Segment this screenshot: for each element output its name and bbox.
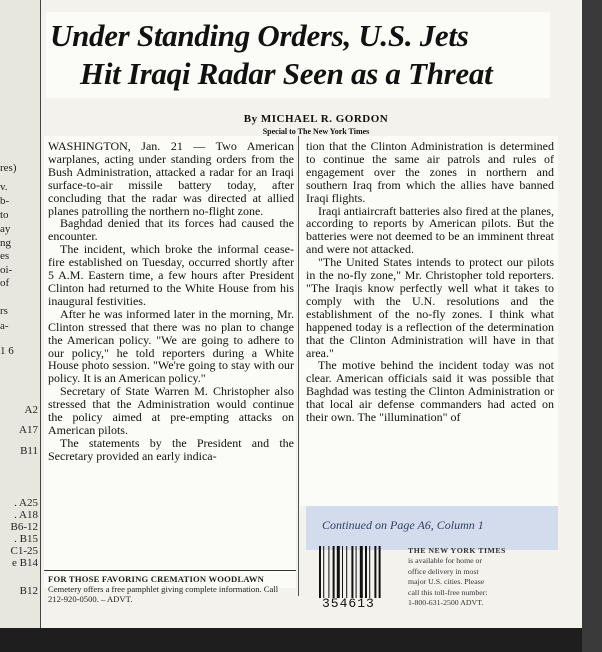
adjacent-column-fragment: es [0,250,10,262]
headline [46,12,550,98]
continued-jump-link[interactable] [306,506,558,550]
barcode-bar [346,546,347,598]
index-entry: B12 [19,585,38,597]
barcode-bar [323,546,324,598]
adjacent-column-fragment: a- [0,320,9,332]
index-entry: B11 [20,445,38,457]
paragraph: The motive behind the incident today was not clear. American officials said it was possible that Baghdad was testing the Clinton Administration or that local air defense commanders had acted on their own. The "illumination" of [306,358,554,425]
continued-label: Continued on Page A6, Column 1 [322,518,484,532]
adjacent-column-fragment: ay [0,223,11,235]
headline-line-1: Under Standing Orders, U.S. Jets [50,18,469,53]
adjacent-column-fragment: 1 6 [0,345,14,357]
right-edge [582,0,602,652]
nyt-promo-line: call this toll-free number: [408,587,488,597]
paragraph: After he was informed later in the morning, Mr. Clinton stressed that there was no plan to change the American policy. "We are going to adhere to our policy," he told reporters during a White House photo session. "We're going to stay with our policy. It is an American policy." [48,306,294,386]
headline-line-2: Hit Iraqi Radar Seen as a Threat [80,56,493,91]
index-entry: . A25 [14,497,38,509]
byline-special: Special to The New York Times [262,127,370,136]
adjacent-column-fragment: oi- [0,264,13,276]
barcode-bar [379,546,381,598]
index-entry: C1-25 [10,545,38,557]
adjacent-column-fragment: v. [0,181,8,193]
article-right-column [306,140,554,424]
byline: By MICHAEL R. GORDON [243,113,389,125]
paragraph: Iraqi antiaircraft batteries also fired at the planes, according to reports by American pilots. But the batteries were not deemed to be an imminent threat and were not attacked. [306,203,554,257]
barcode-bar [356,546,357,598]
nyt-delivery-promo [408,546,518,608]
barcode-bar [319,546,321,598]
barcode-bar [328,546,329,598]
barcode-bar [351,546,353,598]
paragraph: Baghdad denied that its forces had caused the encounter. [48,216,294,244]
left-margin-column [0,0,41,628]
adjacent-column-fragment: res) [0,162,17,174]
index-entry: . B15 [14,533,38,545]
index-entry: A2 [24,404,38,416]
ad-body: Cemetery offers a free pamphlet giving complete information. Call 212-920-0500. – ADVT. [48,584,279,604]
nyt-promo-line: 1-800-631-2500 ADVT. [408,598,484,608]
barcode-bar [369,546,370,598]
nyt-promo-line: office delivery in most [408,566,479,576]
barcode-bar [337,546,340,598]
paragraph: The incident, which broke the informal cease-fire established on Tuesday, occurred shortly after 5 A.M. Eastern time, a few hours after President Clinton had returned to the White House from his inaugural festivities. [48,242,294,308]
cremation-ad [48,574,294,604]
paragraph: WASHINGTON, Jan. 21 — Two American warplanes, acting under standing orders from the Bush Administration, attacked a radar for an Iraqi surface-to-air missile battery today, after concluding that the radar was directed at allied planes patrolling the northern no-flight zone. [48,139,294,218]
article-left-column [48,140,294,463]
adjacent-column-fragment: to [0,209,9,221]
paragraph: "The United States intends to protect our pilots in the no-fly zone," Mr. Christopher told reporters. "The Iraqis know perfectly well what it takes to comply with the U.N. resolutions and the establishment of the no-fly zones. I think what happened today is a reflection of the determination that the Clinton Administration will have in that area." [306,255,554,360]
barcode-bar [333,546,335,598]
barcode-bar [342,546,343,598]
index-entry: B6-12 [10,521,38,533]
column-divider [298,136,299,596]
index-entry: . A18 [14,509,38,521]
nyt-promo-title: THE NEW YORK TIMES [408,546,506,555]
adjacent-column-fragment: of [0,277,10,289]
adjacent-column-fragment: b- [0,195,10,207]
index-entry: A17 [19,424,38,436]
barcode-bar [360,546,363,598]
barcode-graphic [318,546,392,598]
nyt-promo-line: is available for home or [408,556,483,566]
barcode-bar [365,546,367,598]
adjacent-column-fragment: ng [0,237,11,249]
ad-divider [44,570,296,571]
ad-heading: FOR THOSE FAVORING CREMATION WOODLAWN [48,574,265,584]
barcode-bar [374,546,376,598]
index-entry: e B14 [12,557,38,569]
paragraph: Secretary of State Warren M. Christopher also stressed that the Administration would continue the policy aimed at pre-empting attacks on American pilots. [48,384,294,437]
nyt-promo-line: major U.S. cities. Please [408,577,485,587]
paragraph: tion that the Clinton Administration is determined to continue the same air patrols and rules of engagement over the zones in northern and southern Iraq from which the allies have banned Iraqi flights. [306,139,554,205]
bottom-edge [0,628,582,652]
adjacent-column-fragment: rs [0,305,8,317]
barcode-number: 354613 [322,596,375,611]
paragraph: The statements by the President and the Secretary provided an early indica- [48,435,294,463]
